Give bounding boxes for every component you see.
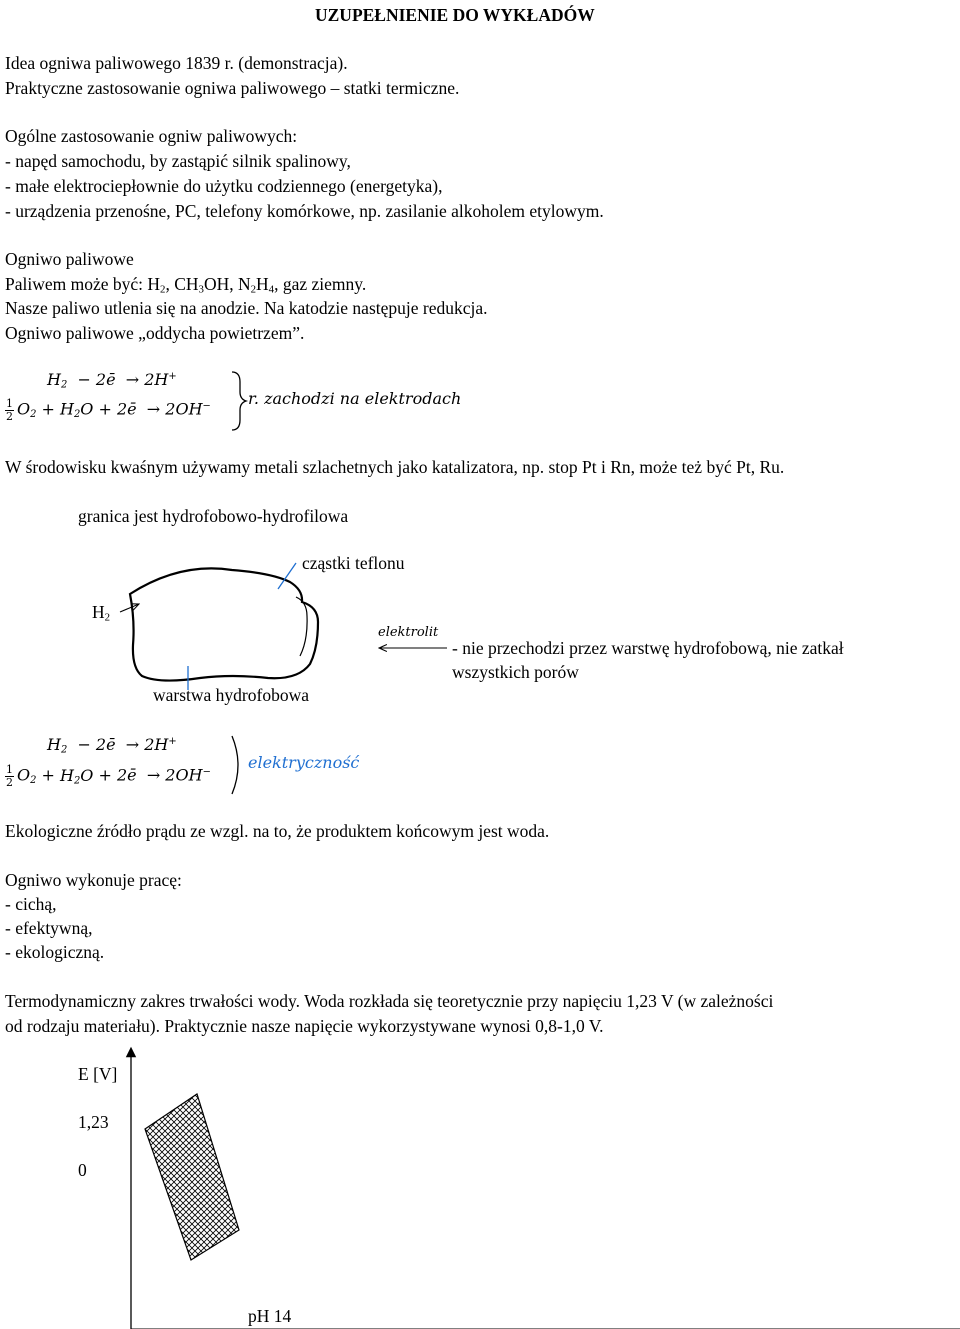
equation-cathode-2: $\frac{1}{2}$ $O_2 + H_2O$ + 2ē → 2OH− <box>6 763 211 789</box>
fuels-prefix: Paliwem może być: H <box>5 274 161 294</box>
chart-y-label: E [V] <box>78 1064 118 1084</box>
work-item-1: - cichą, <box>5 894 57 914</box>
page-title: UZUPEŁNIENIE DO WYKŁADÓW <box>315 5 595 25</box>
applications-item-2: - małe elektrociepłownie do użytku codziennego (energetyka), <box>5 176 443 196</box>
blob-inner-detail <box>296 597 307 656</box>
intro-line-1: Idea ogniwa paliwowego 1839 r. (demonstracja). <box>5 53 348 73</box>
hydrogen-subscript: 2 <box>104 611 111 624</box>
applications-item-1: - napęd samochodu, by zastąpić silnik spalinowy, <box>5 151 351 171</box>
equation-anode-1: $H_2$ − 2ē → 2H+ <box>47 370 177 391</box>
fuels-rest: gaz ziemny. <box>282 274 367 294</box>
hydrogen-symbol: H <box>92 602 105 622</box>
electrolyte-note-2: wszystkich porów <box>452 662 579 682</box>
equation-note-2: elektryczność <box>248 753 360 772</box>
electrolyte-note-1: - nie przechodzi przez warstwę hydrofobową, nie zatkał <box>452 638 844 658</box>
thermo-line-1: Termodynamiczny zakres trwałości wody. Woda rozkłada się teoretycznie przy napięciu 1,23 V (w zależności <box>5 991 774 1011</box>
boundary-label: granica jest hydrofobowo-hydrofilowa <box>78 506 349 526</box>
fuel-cell-heading: Ogniwo paliwowe <box>5 249 134 269</box>
fuels-line: Paliwem może być: $H_2$, $CH_3OH$, $N_2H_4$, gaz ziemny. <box>5 274 367 296</box>
ecology-text: Ekologiczne źródło prądu ze wzgl. na to, że produktem końcowym jest woda. <box>5 821 550 841</box>
chart-x-label: pH 14 <box>248 1306 292 1326</box>
catalyst-text: W środowisku kwaśnym używamy metali szlachetnych jako katalizatora, np. stop Pt i Rn, może też być Pt, Ru. <box>5 457 785 477</box>
applications-heading: Ogólne zastosowanie ogniw paliwowych: <box>5 126 298 146</box>
equation-anode-2: $H_2$ − 2ē → 2H+ <box>47 735 177 756</box>
chart-y-tick-123: 1,23 <box>78 1112 109 1132</box>
electrolyte-label: elektrolit <box>378 625 439 640</box>
brace-1 <box>232 372 246 430</box>
hydrogen-arrow <box>120 604 139 612</box>
electrode-blob <box>130 568 318 680</box>
stability-band <box>145 1094 239 1260</box>
equation-note-1: r. zachodzi na elektrodach <box>248 389 462 408</box>
work-item-2: - efektywną, <box>5 918 93 938</box>
intro-line-2: Praktyczne zastosowanie ogniwa paliwowego – statki termiczne. <box>5 78 460 98</box>
work-heading: Ogniwo wykonuje pracę: <box>5 870 182 890</box>
layer-label: warstwa hydrofobowa <box>153 685 309 705</box>
chart-y-tick-0: 0 <box>78 1160 87 1180</box>
teflon-label: cząstki teflonu <box>302 553 405 573</box>
brace-2 <box>232 736 238 794</box>
oxidation-line: Nasze paliwo utlenia się na anodzie. Na katodzie następuje redukcja. <box>5 298 488 318</box>
work-item-3: - ekologiczną. <box>5 942 105 962</box>
thermo-line-2: od rodzaju materiału). Praktycznie nasze napięcie wykorzystywane wynosi 0,8-1,0 V. <box>5 1016 604 1036</box>
equation-cathode-1: $\frac{1}{2}$ $O_2 + H_2O$ + 2ē → 2OH− <box>6 397 211 423</box>
applications-item-3: - urządzenia przenośne, PC, telefony komórkowe, np. zasilanie alkoholem etylowym. <box>5 201 604 221</box>
breathes-line: Ogniwo paliwowe „oddycha powietrzem”. <box>5 323 305 343</box>
